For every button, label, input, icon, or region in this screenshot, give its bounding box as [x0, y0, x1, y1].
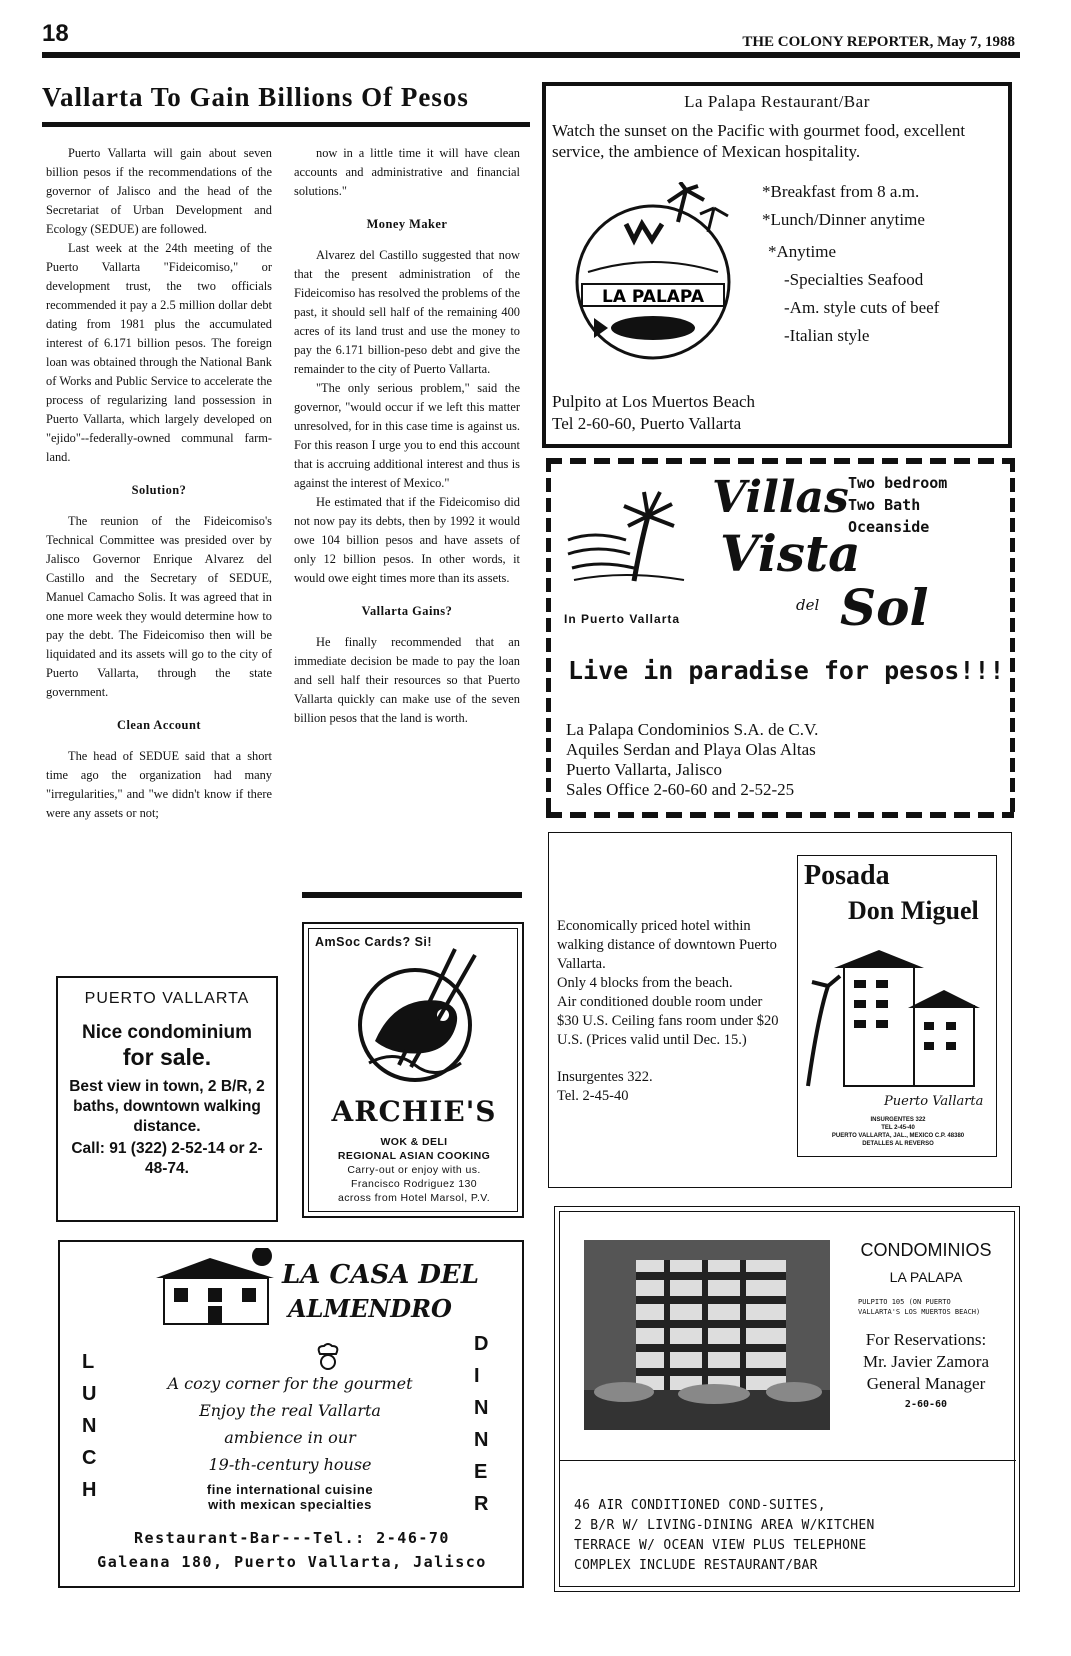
menu-item: *Breakfast from 8 a.m. [762, 182, 920, 201]
ad-line: Call: 91 (322) 2-52-14 or 2-48-74. [71, 1140, 263, 1177]
desc-line: COMPLEX INCLUDE RESTAURANT/BAR [574, 1558, 818, 1573]
ad-slogan: Live in paradise for pesos!!! [568, 656, 1005, 685]
casa-body [120, 1370, 460, 1478]
article-paragraph: Alvarez del Castillo suggested that now that the present administration of the Fideicomiso has resolved the problems of the past, it should sell half of the remaining 400 acres of its land trust and use the money to pay the 6.171 billion-peso debt and give the remainder to the city of Puerto Vallarta. [294, 248, 520, 376]
casa-line: Galeana 180, Puerto Vallarta, Jalisco [97, 1553, 487, 1571]
ad-line: Only 4 blocks from the beach. [557, 975, 733, 991]
dashed-border-top [546, 458, 1014, 464]
casa-line: Enjoy the real Vallarta [199, 1401, 381, 1420]
condominios-right [840, 1240, 1012, 1410]
article-paragraph: now in a little time it will have clean accounts and administrative and financial solutions." [294, 146, 520, 198]
detail-line: Carry-out or enjoy with us. [347, 1164, 481, 1176]
brand-del: del [796, 596, 820, 614]
article-paragraph: The reunion of the Fideicomiso's Technical Committee was presided over by Jalisco Governor Enrique Alvarez del Castillo and the Secretary of SEDUE, Manuel Camacho Solis. It was agreed that in one more week they would determine how to pay the debt. The Fideicomiso then will be liquidated and its assets will go to the city of Puerto Vallarta, through the state government. [46, 514, 272, 699]
ad-posada-don-miguel [548, 832, 1012, 1188]
ad-line: Economically priced hotel within walking distance of downtown Puerto Vallarta. [557, 918, 777, 972]
ad-title: La Palapa Restaurant/Bar [684, 92, 870, 111]
letter: N [82, 1415, 97, 1437]
feature-item: Two Bath [848, 496, 921, 514]
article-paragraph: The head of SEDUE said that a short time ago the organization had many "irregularities," and "we didn't know if there were any assets or not; [46, 749, 272, 820]
casa-line: A cozy corner for the gourmet [167, 1374, 413, 1393]
ad-top-line: AmSoc Cards? Si! [315, 935, 433, 949]
ad-condominios-la-palapa [554, 1206, 1020, 1592]
posada-fine-print [798, 1116, 998, 1148]
brand-sol: Sol [840, 578, 929, 637]
condo-building-photo [584, 1240, 830, 1430]
ad-heading: PUERTO VALLARTA [84, 990, 250, 1007]
ad-line: Nice condominium [82, 1022, 252, 1043]
brand-villas: Villas [712, 472, 849, 523]
article-subhead: Vallarta Gains? [361, 604, 453, 618]
condominios-desc [574, 1496, 875, 1576]
palm-sunset-icon [564, 486, 694, 586]
letter: N [474, 1429, 489, 1451]
letter: I [474, 1365, 480, 1387]
ad-condo-for-sale [56, 976, 278, 1222]
ad-features [848, 472, 947, 538]
ad-subtitle: LA PALAPA [889, 1269, 963, 1285]
article-subhead: Money Maker [366, 217, 448, 231]
chef-icon [314, 1342, 342, 1372]
ad-menu-items [762, 178, 939, 350]
article-paragraph: He estimated that if the Fideicomiso did not now pay its debts, then by 1992 it would owe 104 billion pesos and have assets of only 12 billion pesos. In other words, it would owe eight times more than its assets. [294, 495, 520, 585]
hotel-building-icon [804, 946, 990, 1096]
ad-archies [302, 922, 524, 1218]
casa-line: fine international cuisine [206, 1482, 374, 1497]
article-headline: Vallarta To Gain Billions Of Pesos [42, 82, 469, 112]
feature-item: Oceanside [848, 518, 930, 536]
brand-don-miguel: Don Miguel [848, 896, 979, 925]
headline-rule [42, 122, 530, 127]
fish-chopsticks-icon [355, 945, 485, 1095]
casa-contact [60, 1526, 524, 1574]
contact-line: Puerto Vallarta, Jalisco [566, 760, 722, 779]
page-number: 18 [42, 20, 69, 47]
letter: L [82, 1351, 95, 1373]
script-city: Puerto Vallarta [884, 1094, 984, 1109]
condominios-divider [560, 1460, 1016, 1461]
detail-line: REGIONAL ASIAN COOKING [337, 1150, 491, 1162]
article-paragraph: He finally recommended that an immediate decision be made to pay the loan and sell half their resources so that Puerto Vallarta quickly can make use of the seven billion pesos that the land is worth. [294, 635, 520, 725]
dashed-border-bottom [546, 812, 1014, 818]
letter: U [82, 1383, 97, 1405]
casa-line: with mexican specialties [208, 1497, 372, 1512]
menu-item: *Anytime [768, 242, 836, 261]
article-subhead: Solution? [131, 483, 187, 497]
logo-text: LA PALAPA [601, 287, 705, 307]
dashed-border-right [1010, 458, 1015, 818]
dinner-vertical [474, 1328, 488, 1520]
ad-la-casa-del-almendro [58, 1240, 524, 1588]
res-line: General Manager [866, 1374, 986, 1393]
casa-title-1: LA CASA DEL [282, 1260, 480, 1290]
letter: C [82, 1447, 97, 1469]
contact-line: La Palapa Condominios S.A. de C.V. [566, 720, 819, 739]
article-subhead: Clean Account [117, 718, 201, 732]
header-rule [42, 52, 1020, 58]
detail-line: across from Hotel Marsol, P.V. [337, 1192, 491, 1204]
menu-item: -Specialties Seafood [784, 270, 924, 289]
ad-phone: Tel 2-60-60, Puerto Vallarta [552, 414, 742, 433]
fine-line: PUERTO VALLARTA, JAL., MEXICO C.P. 48380 [831, 1133, 965, 1139]
ad-address: PULPITO 105 (ON PUERTO VALLARTA'S LOS MUERTOS BEACH) [858, 1298, 981, 1316]
menu-item: -Italian style [784, 326, 870, 345]
condominios-inner [559, 1211, 1015, 1587]
article-paragraph: "The only serious problem," said the governor, "would occur if we left this matter unresolved, for in this case time is against us. For this reason I urge you to end this account that is accruing additional interest and thus is against the interest of Mexico." [294, 381, 520, 490]
letter: D [474, 1333, 489, 1355]
feature-item: Two bedroom [848, 474, 948, 492]
fine-line: DETALLES AL REVERSO [862, 1141, 934, 1147]
letter: R [474, 1493, 489, 1515]
ad-line: Air conditioned double room under $30 U.S. Ceiling fans room under $20 U.S. (Prices valid until Dec. 15.) [557, 994, 779, 1048]
res-line: Mr. Javier Zamora [862, 1352, 990, 1371]
ad-line: Best view in town, 2 B/R, 2 baths, downtown walking distance. [69, 1078, 265, 1135]
ad-title: CONDOMINIOS [860, 1240, 992, 1260]
ad-villas-vista-del-sol [552, 466, 1008, 810]
casa-line: 19-th-century house [208, 1455, 372, 1474]
contact-line: Sales Office 2-60-60 and 2-52-25 [566, 780, 795, 799]
ad-line: for sale. [122, 1044, 212, 1070]
article-paragraph: Last week at the 24th meeting of the Puerto Vallarta "Fideicomiso," or development trust, the two officials recommended it pay a 2.5 million dollar debt dating from 1981 plus the accumulated interest of 6.171 billion pesos. The foreign loan was obtained through the National Bank of Works and Public Service to accelerate the process of regularizing land possession in Puerto Vallarta, which largely developed on "ejido"--federally-owned communal farm-land. [46, 241, 272, 464]
res-line: For Reservations: [865, 1330, 987, 1349]
ad-tagline: Watch the sunset on the Pacific with gourmet food, excellent service, the ambience of Mexican hospitality. [552, 121, 966, 161]
ad-address: Pulpito at Los Muertos Beach [552, 392, 756, 411]
menu-item: -Am. style cuts of beef [784, 298, 940, 317]
lunch-vertical [82, 1346, 96, 1506]
detail-line: Francisco Rodriguez 130 [351, 1178, 477, 1190]
article-column-2 [294, 144, 520, 728]
desc-line: 2 B/R W/ LIVING-DINING AREA W/KITCHEN [574, 1518, 875, 1533]
contact-line: Aquiles Serdan and Playa Olas Altas [566, 740, 816, 759]
letter: H [82, 1479, 97, 1501]
article-paragraph: Puerto Vallarta will gain about seven billion pesos if the recommendations of the governor of Jalisco and the head of the Secretariat of Urban Development and Ecology (SEDUE) are followed. [46, 146, 272, 236]
fine-line: TEL 2-45-40 [881, 1125, 915, 1131]
ad-address: Insurgentes 322. [557, 1069, 653, 1085]
brand-vista: Vista [720, 524, 861, 583]
desc-line: TERRACE W/ OCEAN VIEW PLUS TELEPHONE [574, 1538, 867, 1553]
posada-logo-card [797, 855, 997, 1157]
menu-item: *Lunch/Dinner anytime [762, 210, 925, 229]
la-palapa-logo [568, 182, 738, 362]
detail-line: WOK & DELI [380, 1136, 448, 1148]
masthead: THE COLONY REPORTER, May 7, 1988 [742, 34, 1015, 50]
casa-line: Restaurant-Bar---Tel.: 2-46-70 [134, 1529, 450, 1547]
res-phone: 2-60-60 [904, 1399, 948, 1410]
brand-posada: Posada [804, 860, 890, 891]
house-icon [150, 1248, 280, 1328]
restaurant-name: ARCHIE'S [331, 1095, 497, 1128]
casa-line: ambience in our [224, 1428, 356, 1447]
casa-cuisine [120, 1482, 460, 1512]
ad-phone: Tel. 2-45-40 [557, 1088, 629, 1104]
desc-line: 46 AIR CONDITIONED COND-SUITES, [574, 1498, 826, 1513]
ad-la-palapa-restaurant [542, 82, 1012, 448]
archies-inner [308, 928, 518, 1212]
archies-details [309, 1135, 519, 1205]
dashed-border-left [546, 458, 551, 818]
letter: N [474, 1397, 489, 1419]
casa-title-2: ALMENDRO [288, 1294, 452, 1323]
article-end-rule [302, 892, 522, 898]
ad-contact-lines [566, 720, 818, 800]
ad-location: In Puerto Vallarta [564, 612, 681, 626]
article-column-1 [46, 144, 272, 823]
fine-line: INSURGENTES 322 [870, 1117, 926, 1123]
ad-body [557, 917, 779, 1106]
letter: E [474, 1461, 488, 1483]
